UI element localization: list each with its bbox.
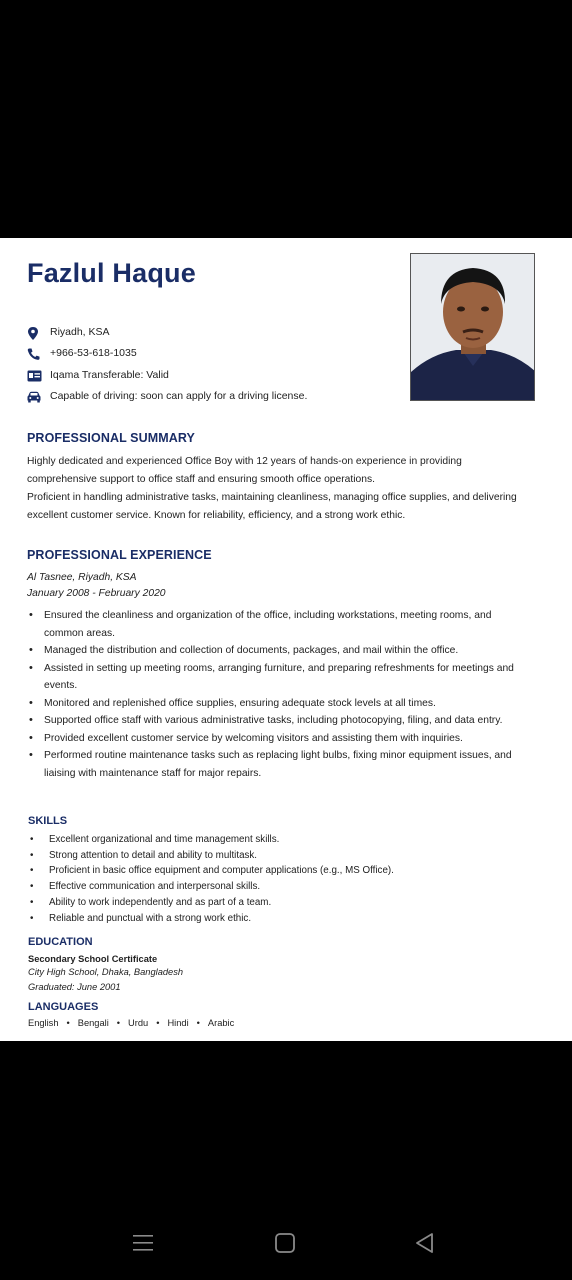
language-item: Arabic	[207, 1018, 235, 1028]
back-button[interactable]	[412, 1230, 438, 1256]
skill-item: • Effective communication and interpersonal skills.	[28, 879, 508, 895]
experience-bullet: • Monitored and replenished office supplies, ensuring adequate stock levels at all times.	[27, 695, 532, 713]
separator-dot: •	[116, 1018, 121, 1028]
skills-list	[28, 832, 508, 926]
summary-line-1: Highly dedicated and experienced Office Boy with 12 years of hands-on experience in providing comprehensive support to office staff and ensuring smooth office operations.	[27, 456, 462, 485]
home-icon	[272, 1230, 298, 1256]
summary-text	[27, 453, 527, 525]
skill-item: • Proficient in basic office equipment and computer applications (e.g., MS Office).	[28, 863, 508, 879]
summary-heading: PROFESSIONAL SUMMARY	[27, 431, 195, 445]
separator-dot: •	[66, 1018, 70, 1028]
separator-dot: •	[196, 1018, 200, 1028]
system-navigation-bar	[0, 1205, 572, 1280]
back-icon	[412, 1230, 438, 1256]
language-item: Hindi	[167, 1018, 189, 1028]
education-graduated: Graduated: June 2001	[28, 982, 121, 992]
menu-icon	[130, 1230, 156, 1256]
language-item: English	[28, 1018, 59, 1028]
candidate-name: Fazlul Haque	[27, 258, 196, 288]
education-heading: EDUCATION	[28, 936, 93, 948]
home-button[interactable]	[272, 1230, 298, 1256]
experience-company: Al Tasnee, Riyadh, KSA	[27, 572, 137, 583]
summary-line-2: Proficient in handling administrative tasks, maintaining cleanliness, managing office supplies, and delivering excellent customer service. Known for reliability, efficiency, and a strong work ethic.	[27, 492, 517, 521]
skill-item: • Reliable and punctual with a strong work ethic.	[28, 911, 508, 927]
contact-phone-text: +966-53-618-1035	[50, 347, 137, 359]
languages-heading: LANGUAGES	[28, 1001, 99, 1013]
separator-dot: •	[156, 1018, 160, 1028]
skills-heading: SKILLS	[28, 815, 68, 827]
experience-bullet: • Provided excellent customer service by welcoming visitors and assisting them with inquiries.	[27, 730, 532, 748]
contact-iqama-text: Iqama Transferable: Valid	[50, 369, 169, 381]
experience-bullet: • Ensured the cleanliness and organization of the office, including workstations, meeting rooms, and common areas.	[27, 607, 532, 642]
skill-item: • Ability to work independently and as part of a team.	[28, 895, 508, 911]
id-card-icon	[27, 370, 41, 382]
experience-bullets	[27, 607, 532, 782]
languages-list	[28, 1018, 234, 1028]
language-item: Urdu	[128, 1018, 149, 1028]
education-school: City High School, Dhaka, Bangladesh	[28, 967, 184, 977]
language-item: Bengali	[77, 1018, 109, 1028]
phone-icon	[27, 348, 41, 360]
car-icon	[27, 391, 41, 403]
experience-heading: PROFESSIONAL EXPERIENCE	[27, 548, 212, 562]
menu-button[interactable]	[130, 1230, 156, 1256]
contact-location-text: Riyadh, KSA	[50, 326, 110, 338]
experience-bullet: • Supported office staff with various administrative tasks, including photocopying, filing, and data entry.	[27, 712, 532, 730]
profile-photo	[410, 253, 535, 401]
skill-item: • Strong attention to detail and ability to multitask.	[28, 848, 508, 864]
contact-driving-text: Capable of driving: soon can apply for a driving license.	[50, 390, 308, 402]
location-pin-icon	[27, 327, 41, 339]
experience-dates: January 2008 - February 2020	[27, 588, 166, 599]
experience-bullet: • Performed routine maintenance tasks such as replacing light bulbs, fixing minor equipment issues, and liaising with maintenance staff for major repairs.	[27, 747, 532, 782]
experience-bullet: • Managed the distribution and collection of documents, packages, and mail within the office.	[27, 642, 532, 660]
resume-document	[0, 238, 572, 1041]
experience-bullet: • Assisted in setting up meeting rooms, arranging furniture, and preparing refreshments for meetings and events.	[27, 660, 532, 695]
skill-item: • Excellent organizational and time management skills.	[28, 832, 508, 848]
education-degree: Secondary School Certificate	[28, 954, 158, 964]
